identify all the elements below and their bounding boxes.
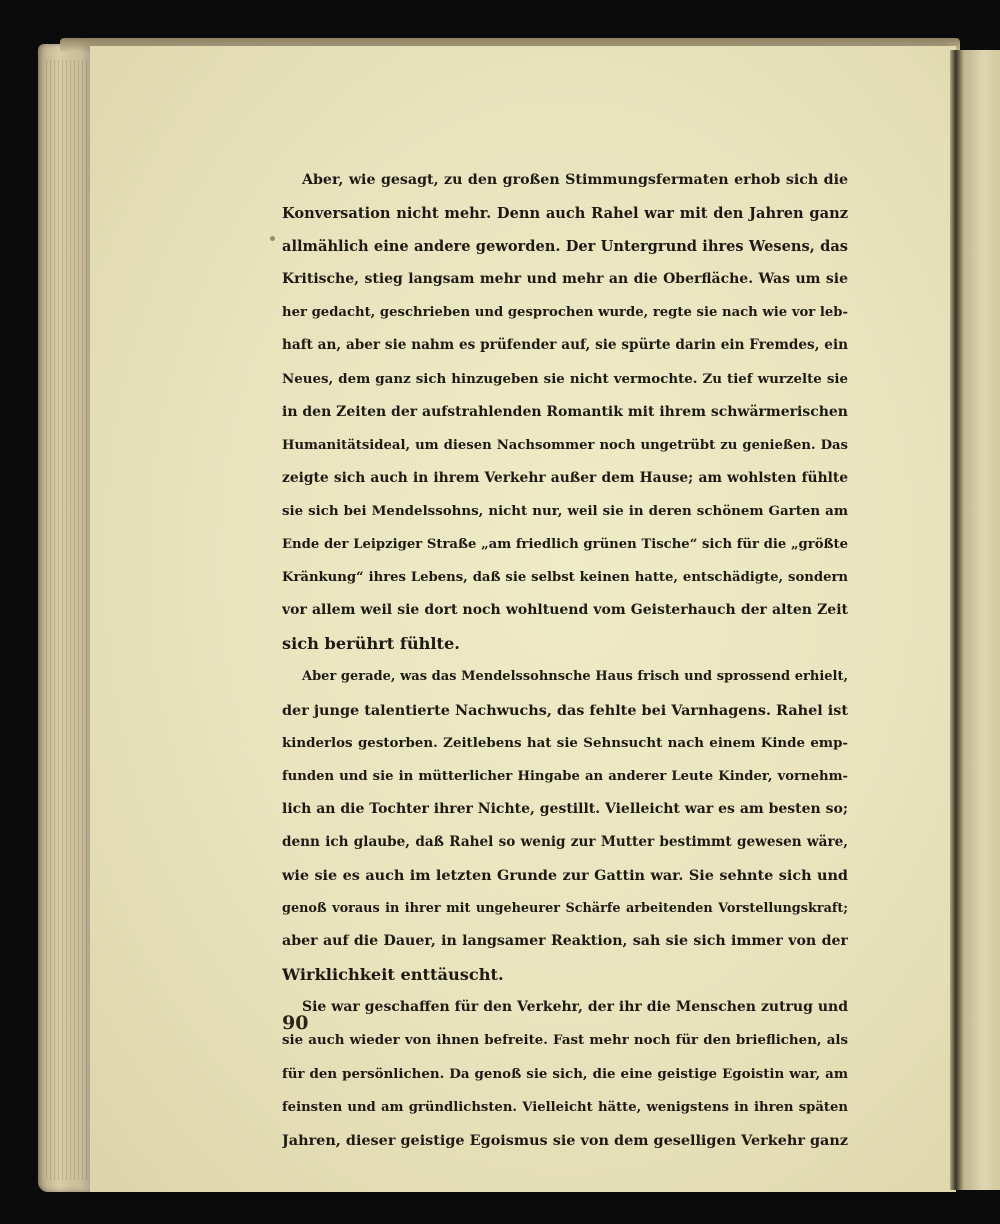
text-line: kinderlos gestorben. Zeitlebens hat sie Sehnsucht nach einem Kinde emp- bbox=[282, 734, 848, 751]
text-line: für den persönlichen. Da genoß sie sich, die eine geistige Egoistin war, am bbox=[282, 1065, 848, 1082]
text-line: sich berührt fühlte. bbox=[282, 634, 460, 654]
text-line: her gedacht, geschrieben und gesprochen wurde, regte sie nach wie vor leb- bbox=[282, 305, 848, 321]
text-line: Neues, dem ganz sich hinzugeben sie nicht vermochte. Zu tief wurzelte sie bbox=[282, 370, 848, 387]
text-line: zeigte sich auch in ihrem Verkehr außer dem Hause; am wohlsten fühlte bbox=[282, 469, 848, 486]
text-line: Aber gerade, was das Mendelssohnsche Haus frisch und sprossend erhielt, bbox=[302, 669, 848, 685]
text-line: Ende der Leipziger Straße „am friedlich grünen Tische“ sich für die „größte bbox=[282, 537, 848, 553]
text-line: Konversation nicht mehr. Denn auch Rahel war mit den Jahren ganz bbox=[282, 205, 848, 223]
paragraph-1 bbox=[282, 164, 848, 660]
facing-page-edge bbox=[956, 50, 1000, 1190]
text-line: Aber, wie gesagt, zu den großen Stimmungsfermaten erhob sich die bbox=[302, 172, 848, 188]
text-line: lich an die Tochter ihrer Nichte, gestillt. Vielleicht war es am besten so; bbox=[282, 800, 848, 817]
text-line: Sie war geschaffen für den Verkehr, der ihr die Menschen zutrug und bbox=[302, 999, 848, 1016]
text-line: vor allem weil sie dort noch wohltuend vom Geisterhauch der alten Zeit bbox=[282, 602, 848, 619]
text-line: sie sich bei Mendelssohns, nicht nur, weil sie in deren schönem Garten am bbox=[282, 502, 848, 519]
text-line: aber auf die Dauer, in langsamer Reaktion, sah sie sich immer von der bbox=[282, 933, 848, 950]
page-edge-lines bbox=[46, 60, 92, 1180]
text-line: sie auch wieder von ihnen befreite. Fast mehr noch für den brieflichen, als bbox=[282, 1032, 848, 1049]
text-line: Wirklichkeit enttäuscht. bbox=[282, 965, 504, 985]
page-number: 90 bbox=[282, 1012, 309, 1034]
text-line: Humanitätsideal, um diesen Nachsommer noch ungetrübt zu genießen. Das bbox=[282, 437, 848, 453]
paragraph-2 bbox=[282, 660, 848, 991]
text-line: feinsten und am gründlichsten. Vielleicht hätte, wenigstens in ihren späten bbox=[282, 1099, 848, 1115]
text-line: funden und sie in mütterlicher Hingabe an anderer Leute Kinder, vornehm- bbox=[282, 768, 848, 784]
body-text bbox=[282, 164, 848, 1157]
text-line: genoß voraus in ihrer mit ungeheurer Schärfe arbeitenden Vorstellungskraft; bbox=[282, 901, 848, 917]
text-line: Jahren, dieser geistige Egoismus sie von dem geselligen Verkehr ganz bbox=[282, 1131, 848, 1149]
text-line: wie sie es auch im letzten Grunde zur Gattin war. Sie sehnte sich und bbox=[282, 866, 848, 884]
text-line: haft an, aber sie nahm es prüfender auf, sie spürte darin ein Fremdes, ein bbox=[282, 337, 848, 354]
text-line: denn ich glaube, daß Rahel so wenig zur Mutter bestimmt gewesen wäre, bbox=[282, 833, 848, 850]
text-line: Kränkung“ ihres Lebens, daß sie selbst keinen hatte, entschädigte, sondern bbox=[282, 570, 848, 586]
text-line: der junge talentierte Nachwuchs, das fehlte bei Varnhagens. Rahel ist bbox=[282, 701, 848, 719]
text-line: Kritische, stieg langsam mehr und mehr an die Oberfläche. Was um sie bbox=[282, 271, 848, 288]
text-line: allmählich eine andere geworden. Der Untergrund ihres Wesens, das bbox=[282, 238, 848, 256]
text-line: in den Zeiten der aufstrahlenden Romantik mit ihrem schwärmerischen bbox=[282, 403, 848, 420]
paragraph-3 bbox=[282, 991, 848, 1156]
paper-speck bbox=[270, 236, 275, 241]
